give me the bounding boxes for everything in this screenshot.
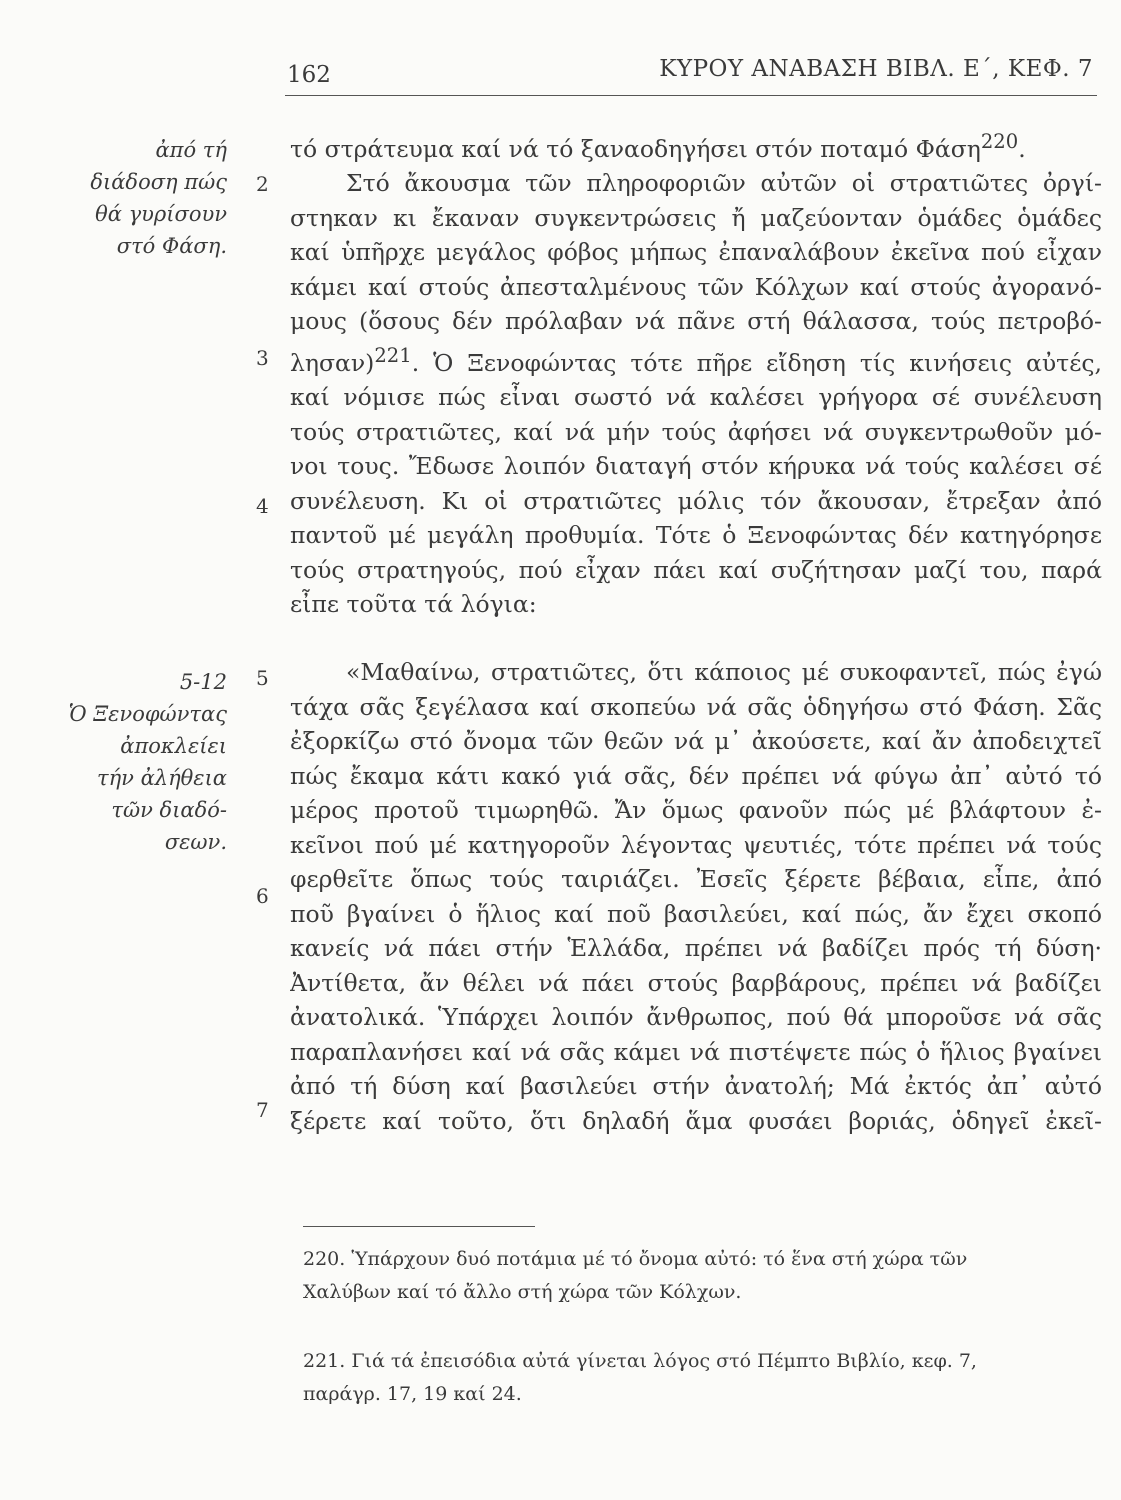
- text-line: μέρος προτοῦ τιμωρηθῶ. Ἄν ὅμως φανοῦν πώς μέ βλάφτουν ἐ-: [290, 796, 1102, 824]
- text-line: τούς στρατιῶτες, καί νά μήν τούς ἀφήσει νά συγκεντρωθοῦν μό-: [290, 417, 1102, 446]
- footnote-221: 221. Γιά τά ἐπεισόδια αὐτά γίνεται λόγος στό Πέμπτο Βιβλίο, κεφ. 7, παράγρ. 17, 19 καί 24.: [303, 1350, 977, 1405]
- text-line: «Μαθαίνω, στρατιῶτες, ὅτι κάποιος μέ συκοφαντεῖ, πώς ἐγώ: [346, 658, 1102, 686]
- text-line: καί ὑπῆρχε μεγάλος φόβος μήπως ἐπαναλάβουν ἐκεῖνα πού εἶχαν: [290, 238, 1102, 267]
- margin-note-xenophon: 5-12 Ὁ Ξενοφώντας ἀποκλείει τήν ἀλήθεια τῶν διαδό- σεων.: [68, 670, 227, 854]
- text-line: λησαν)$^{221}$. Ὁ Ξενοφώντας τότε πῆρε εἴδηση τίς κινήσεις αὐτές,: [290, 343, 1102, 377]
- text-line: ξέρετε καί τοῦτο, ὅτι δηλαδή ἅμα φυσάει βοριάς, ὁδηγεῖ ἐκεῖ-: [290, 1106, 1102, 1135]
- text-line: μους (ὅσους δέν πρόλαβαν νά πᾶνε στή θάλασσα, τούς πετροβό-: [290, 307, 1102, 336]
- paragraph-number: 4: [256, 494, 269, 518]
- text-line: κάμει καί στούς ἀπεσταλμένους τῶν Κόλχων καί στούς ἀγορανό-: [290, 272, 1102, 301]
- text-line: καί νόμισε πώς εἶναι σωστό νά καλέσει γρήγορα σέ συνέλευση: [290, 383, 1102, 412]
- paragraph-number: 3: [256, 346, 269, 370]
- text-line: ποῦ βγαίνει ὁ ἥλιος καί ποῦ βασιλεύει, καί πώς, ἄν ἔχει σκοπό: [290, 899, 1102, 928]
- text-line: ἐξορκίζω στό ὄνομα τῶν θεῶν νά μ᾽ ἀκούσετε, καί ἄν ἀποδειχτεῖ: [290, 727, 1102, 755]
- page-number: 162: [287, 62, 331, 88]
- footnote-rule: [303, 1226, 535, 1227]
- text-line: παραπλανήσει καί νά σᾶς κάμει νά πιστέψετε πώς ὁ ἥλιος βγαίνει: [290, 1037, 1102, 1066]
- margin-note-rumor: ἀπό τή διάδοση πώς θά γυρίσουν στό Φάση.: [90, 138, 227, 258]
- text-line: τούς στρατηγούς, πού εἶχαν πάει καί συζήτησαν μαζί του, παρά: [290, 555, 1102, 584]
- text-line: Ἀντίθετα, ἄν θέλει νά πάει στούς βαρβάρους, πρέπει νά βαδίζει: [290, 968, 1102, 997]
- footnote-ref: 221: [374, 343, 412, 367]
- text-line: Στό ἄκουσμα τῶν πληροφοριῶν αὐτῶν οἱ στρατιῶτες ὀργί-: [346, 169, 1102, 198]
- body-text-block-1: [290, 125, 1102, 622]
- text-line: κεῖνοι πού μέ κατηγοροῦν λέγοντας ψευτιές, τότε πρέπει νά τούς: [290, 830, 1102, 859]
- paragraph-number: 7: [256, 1098, 269, 1122]
- text-line: τάχα σᾶς ξεγέλασα καί σκοπεύω νά σᾶς ὁδηγήσω στό Φάση. Σᾶς: [290, 692, 1102, 721]
- text-line: ἀπό τή δύση καί βασιλεύει στήν ἀνατολή; Μά ἐκτός ἀπ᾽ αὐτό: [290, 1072, 1102, 1100]
- paragraph-number: 5: [256, 666, 269, 690]
- paragraph-number: 2: [256, 172, 269, 196]
- text-line: φερθεῖτε ὅπως τούς ταιριάζει. Ἐσεῖς ξέρετε βέβαια, εἶπε, ἀπό: [290, 865, 1102, 893]
- text-line: τό στράτευμα καί νά τό ξαναοδηγήσει στόν ποταμό Φάση$^{220}$.: [290, 130, 1026, 163]
- text-line: συνέλευση. Κι οἱ στρατιῶτες μόλις τόν ἄκουσαν, ἔτρεξαν ἀπό: [290, 486, 1102, 515]
- text-line: νοι τους. Ἔδωσε λοιπόν διαταγή στόν κήρυκα νά τούς καλέσει σέ: [290, 452, 1102, 481]
- text-line: στηκαν κι ἔκαναν συγκεντρώσεις ἤ μαζεύονταν ὁμάδες ὁμάδες: [290, 203, 1102, 232]
- text-line: πώς ἔκαμα κάτι κακό γιά σᾶς, δέν πρέπει νά φύγω ἀπ᾽ αὐτό τό: [290, 761, 1102, 790]
- footnote-ref: 220: [980, 130, 1019, 153]
- text-line: ἀνατολικά. Ὑπάρχει λοιπόν ἄνθρωπος, πού θά μποροῦσε νά σᾶς: [290, 1003, 1102, 1031]
- header-rule: [285, 95, 1097, 96]
- text-line: παντοῦ μέ μεγάλη προθυμία. Τότε ὁ Ξενοφώντας δέν κατηγόρησε: [290, 521, 1102, 550]
- body-text-block-2: [290, 655, 1102, 1138]
- text-line: εἶπε τοῦτα τά λόγια:: [290, 590, 537, 619]
- footnote-220: 220. Ὑπάρχουν δυό ποτάμια μέ τό ὄνομα αὐτό: τό ἕνα στή χώρα τῶν Χαλύβων καί τό ἄλλο στή χώρα τῶν Κόλχων.: [303, 1248, 968, 1303]
- paragraph-number: 6: [256, 884, 269, 908]
- running-head: ΚΥΡΟΥ ΑΝΑΒΑΣΗ ΒΙΒΛ. Ε΄, ΚΕΦ. 7: [659, 56, 1093, 82]
- text-line: κανείς νά πάει στήν Ἑλλάδα, πρέπει νά βαδίζει πρός τή δύση·: [290, 934, 1102, 962]
